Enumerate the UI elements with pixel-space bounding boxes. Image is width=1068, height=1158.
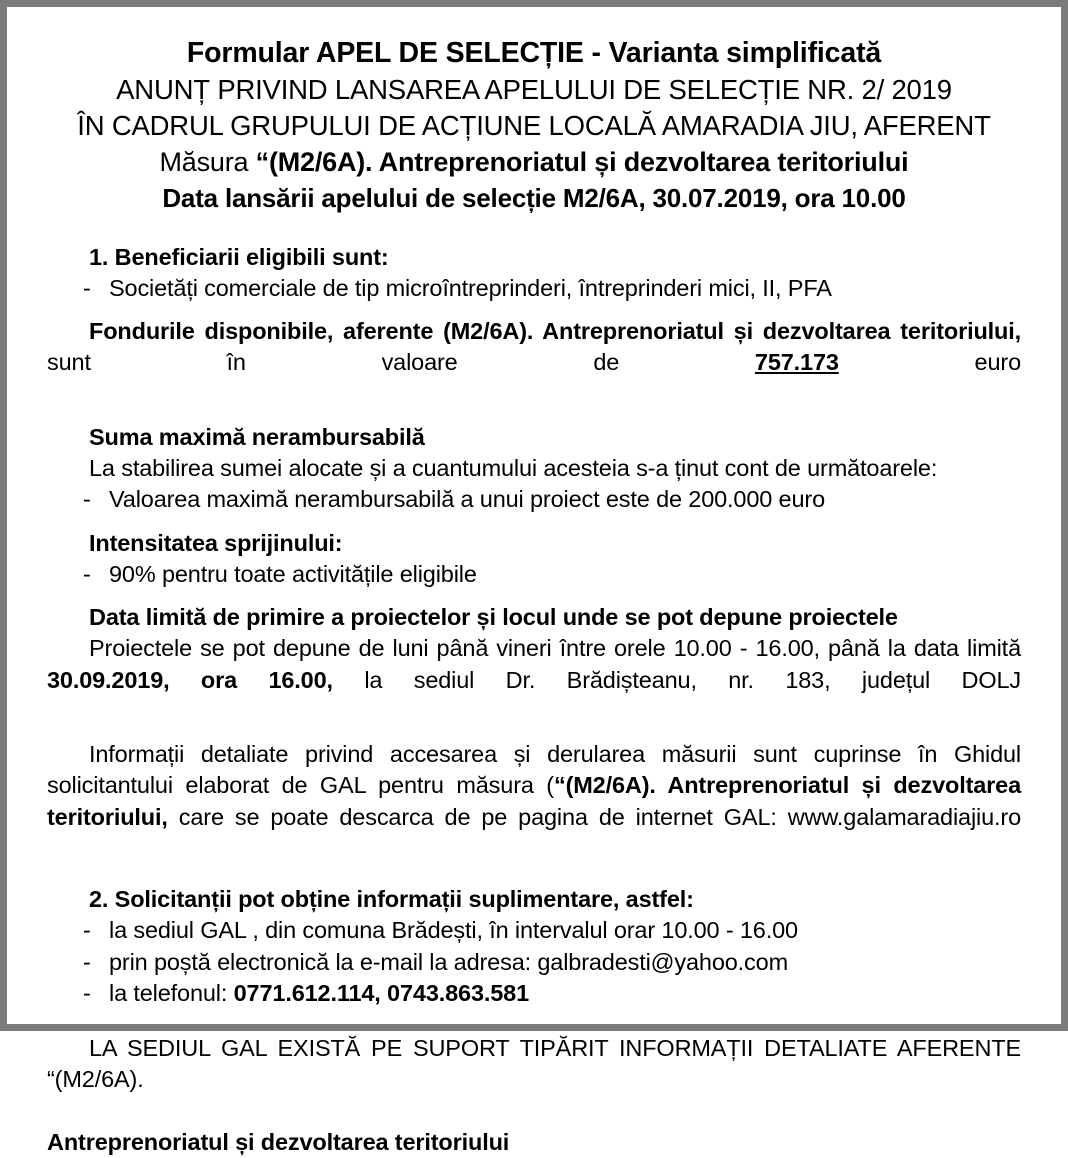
section1-deadline-prefix: Proiectele se pot depune de luni până vineri între orele 10.00 - 16.00, până la data limită (89, 635, 1021, 662)
list-item (47, 484, 1021, 515)
section1-deadline-heading: Data limită de primire a proiectelor și locul unde se pot depune proiectele (89, 604, 898, 631)
spacer (47, 864, 1021, 884)
bullet-dash-icon: - (83, 948, 91, 975)
list-item (47, 273, 1021, 304)
bullet-dash-icon: - (83, 274, 91, 301)
list-item (47, 947, 1021, 978)
bullet-dash-icon: - (83, 979, 91, 1006)
section2-phone-info (109, 978, 1021, 1009)
bullet-dash-icon: - (83, 917, 91, 944)
section2-phone-label: la telefonul: (109, 979, 234, 1006)
header-subtitle-organization: ÎN CADRUL GRUPULUI DE ACȚIUNE LOCALĂ AMARADIA JIU, AFERENT (77, 109, 991, 141)
section2-office-info: la sediul GAL , din comuna Brădești, în intervalul orar 10.00 - 16.00 (109, 917, 798, 944)
header-subtitle-announcement: ANUNȚ PRIVIND LANSAREA APELULUI DE SELECȚIE NR. 2/ 2019 (116, 74, 952, 106)
section1-intensity-heading: Intensitatea sprijinului: (89, 529, 343, 556)
section1-funds-prefix: sunt în valoare de (47, 349, 755, 376)
list-item (47, 915, 1021, 946)
document-body (47, 242, 1021, 1158)
header-measure-line (47, 144, 1021, 181)
section2-phone-numbers: 0771.612.114, 0743.863.581 (233, 979, 530, 1006)
section1-info-prefix: Informații detaliate privind accesarea și derularea măsurii sunt cuprinse în Ghidul solicitantului elaborat de GAL pentru măsura ( (47, 741, 1021, 799)
spacer (47, 516, 1021, 528)
list-item (47, 559, 1021, 590)
header-measure-name: “(M2/6A). Antreprenoriatul și dezvoltarea teritoriului (255, 146, 909, 177)
section1-max-sum-intro: La stabilirea sumei alocate și a cuantumului acesteia s-a ținut cont de următoarele: (89, 455, 938, 482)
section1-funds-paragraph (47, 316, 1021, 410)
spacer (47, 727, 1021, 739)
header-launch-date: Data lansării apelului de selecție M2/6A, 30.07.2019, ora 10.00 (162, 182, 906, 213)
footer-notice-line2: Antreprenoriatul și dezvoltarea teritoriului (47, 1128, 510, 1155)
section1-max-sum-heading: Suma maximă nerambursabilă (89, 423, 425, 450)
spacer (47, 590, 1021, 602)
section1-info-website: care se poate descarca de pe pagina de internet GAL: www.galamaradiajiu.ro (167, 803, 1021, 830)
header-measure-prefix: Măsura (159, 146, 256, 177)
list-item (47, 978, 1021, 1009)
section1-info-paragraph (47, 739, 1021, 864)
section1-info-measure: “(M2/6A). Antreprenoriatul și dezvoltarea teritoriului, (47, 772, 1022, 830)
header-title-main: Formular APEL DE SELECȚIE - Varianta simplificată (186, 37, 882, 69)
document-sheet (7, 7, 1061, 1155)
spacer (47, 410, 1021, 422)
spacer (47, 304, 1021, 316)
section2-email-info: prin poștă electronică la e-mail la adresa: galbradesti@yahoo.com (109, 948, 788, 975)
footer-notice-line1: LA SEDIUL GAL EXISTĂ PE SUPORT TIPĂRIT INFORMAȚII DETALIATE AFERENTE “(M2/6A). (47, 1035, 1021, 1093)
bullet-dash-icon: - (83, 486, 91, 513)
section1-deadline-date: 30.09.2019, ora 16.00, (47, 666, 333, 693)
section1-funds-title: Fondurile disponibile, aferente (M2/6A). Antreprenoriatul și dezvoltarea teritoriului, (89, 318, 1021, 345)
spacer (47, 1009, 1021, 1033)
section1-max-sum-value: Valoarea maximă nerambursabilă a unui proiect este de 200.000 euro (109, 486, 825, 513)
bullet-dash-icon: - (83, 560, 91, 587)
section1-heading: 1. Beneficiarii eligibili sunt: (89, 243, 389, 270)
section1-deadline-paragraph (47, 633, 1021, 727)
section2-heading: 2. Solicitanții pot obține informații suplimentare, astfel: (89, 886, 694, 913)
section1-beneficiary-type: Societăți comerciale de tip microîntreprinderi, întreprinderi mici, II, PFA (109, 274, 832, 301)
section1-deadline-location: la sediul Dr. Brădișteanu, nr. 183, județul DOLJ (332, 666, 1022, 693)
document-header (47, 35, 1021, 216)
section1-intensity-value: 90% pentru toate activitățile eligibile (109, 560, 477, 587)
section1-funds-currency: euro (838, 349, 1021, 376)
section1-funds-amount: 757.173 (754, 349, 839, 376)
